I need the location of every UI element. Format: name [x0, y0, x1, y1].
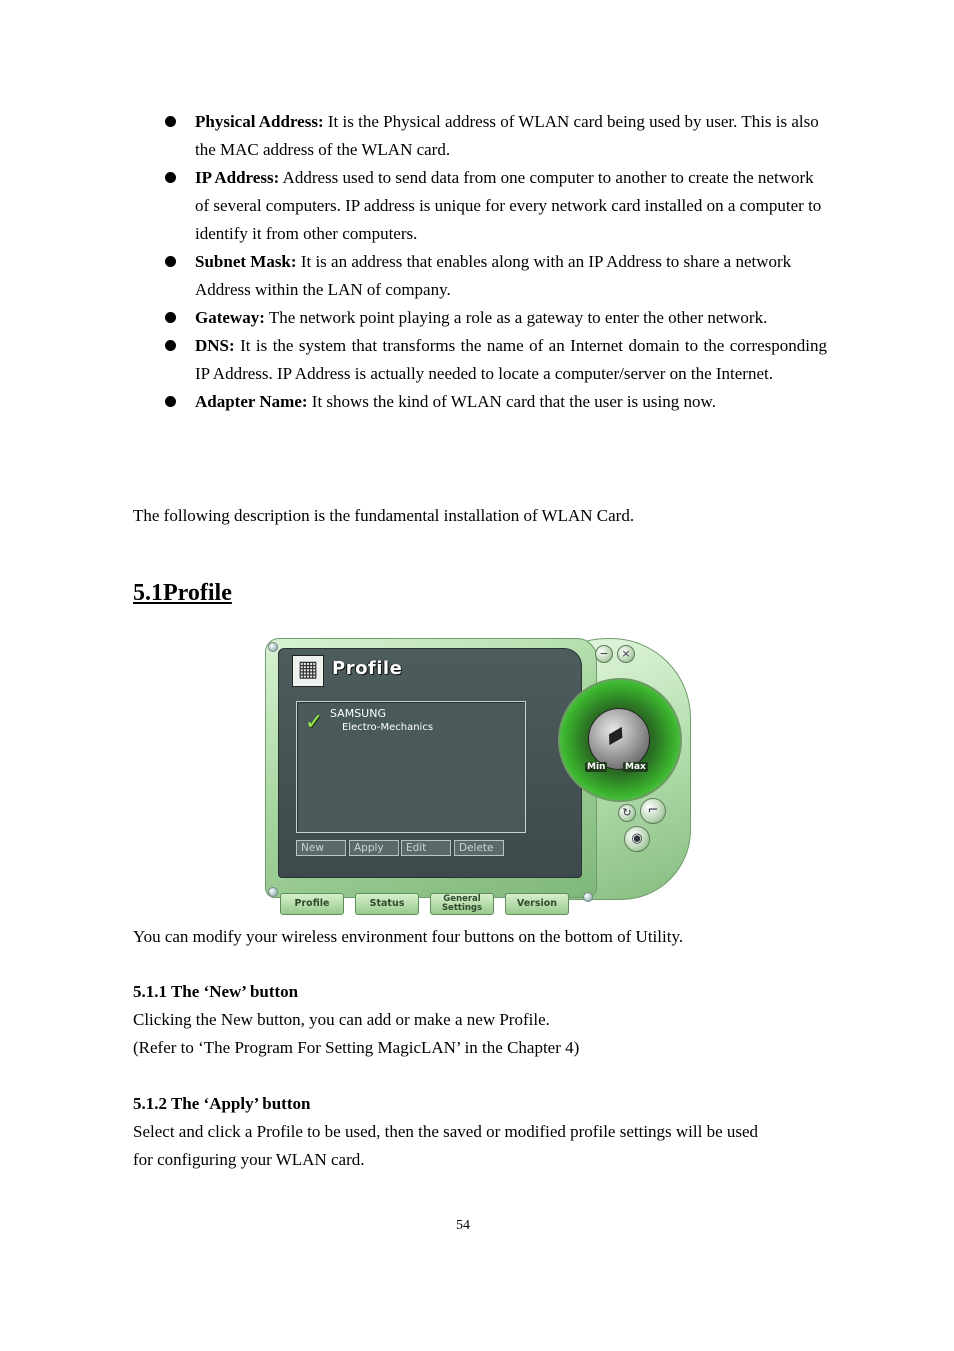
term: DNS:	[195, 336, 235, 355]
refresh-icon[interactable]: ↻	[618, 804, 636, 822]
document-grid-icon: ▦	[292, 655, 324, 687]
caption-paragraph: You can modify your wireless environment four buttons on the bottom of Utility.	[133, 927, 684, 946]
bullet-dot	[165, 172, 176, 183]
definition: The network point playing a role as a gateway to enter the other network.	[264, 308, 768, 327]
tab-label-line2: Settings	[441, 903, 483, 913]
bullet-adapter-name	[165, 388, 827, 416]
tab-profile[interactable]: Profile	[280, 893, 344, 915]
bullet-dot	[165, 396, 176, 407]
screw-icon	[583, 892, 593, 902]
profile-list[interactable]	[296, 701, 526, 833]
dial-max-label: Max	[625, 762, 646, 772]
dial-min-label: Min	[587, 762, 606, 772]
checkmark-icon: ✓	[305, 710, 324, 735]
bullet-dns	[165, 332, 827, 388]
minimize-icon[interactable]: −	[595, 645, 613, 663]
bullet-dot	[165, 116, 176, 127]
bullet-gateway	[165, 304, 827, 332]
bullet-dot	[165, 340, 176, 351]
definition: Address used to send data from one computer to another to create the network of several computers. IP address is unique for every network card installed on a computer to identify it from other computers.	[195, 168, 822, 243]
corner-icon[interactable]: ⌐	[640, 798, 666, 824]
eye-icon[interactable]: ◉	[624, 826, 650, 852]
apply-description-line1: Select and click a Profile to be used, then the saved or modified profile settings will be used	[133, 1122, 759, 1141]
list-item-title: SAMSUNG	[330, 707, 386, 720]
intro-paragraph: The following description is the fundamental installation of WLAN Card.	[133, 506, 635, 525]
bullet-dot	[165, 312, 176, 323]
wlan-card-icon: ▰	[598, 717, 632, 753]
apply-button[interactable]: Apply	[349, 840, 399, 856]
tab-label-line1: General	[443, 894, 481, 904]
definition: It is the Physical address of WLAN card being used by user. This is also the MAC address of the WLAN card.	[195, 112, 819, 159]
section-title: 5.1Profile	[133, 580, 232, 606]
delete-button[interactable]: Delete	[454, 840, 504, 856]
bullet-physical-address	[165, 108, 827, 164]
tab-status[interactable]: Status	[355, 893, 419, 915]
page-number: 54	[456, 1218, 470, 1233]
term: Physical Address:	[195, 112, 324, 131]
edit-button[interactable]: Edit	[401, 840, 451, 856]
term: Subnet Mask:	[195, 252, 297, 271]
window-title: Profile	[332, 658, 403, 679]
screw-icon	[268, 642, 278, 652]
apply-description-line2: for configuring your WLAN card.	[133, 1150, 365, 1169]
term: Gateway:	[195, 308, 265, 327]
definition: It is the system that transforms the name of an Internet domain to the corresponding IP Address. IP Address is actually needed to locate a computer/server on the Internet.	[195, 336, 827, 383]
new-reference: (Refer to ‘The Program For Setting MagicLAN’ in the Chapter 4)	[133, 1038, 580, 1057]
close-icon[interactable]: ×	[617, 645, 635, 663]
bullet-dot	[165, 256, 176, 267]
definition-list	[165, 108, 827, 416]
term: IP Address:	[195, 168, 280, 187]
list-item-subtitle: Electro-Mechanics	[342, 722, 434, 733]
subsection-heading-apply: 5.1.2 The ‘Apply’ button	[133, 1094, 311, 1113]
new-description: Clicking the New button, you can add or make a new Profile.	[133, 1010, 550, 1029]
definition: It shows the kind of WLAN card that the user is using now.	[307, 392, 716, 411]
screw-icon	[268, 887, 278, 897]
utility-screenshot	[265, 638, 689, 916]
bullet-subnet-mask	[165, 248, 827, 304]
tab-version[interactable]: Version	[505, 893, 569, 915]
subsection-heading-new: 5.1.1 The ‘New’ button	[133, 982, 299, 1001]
bullet-ip-address	[165, 164, 827, 248]
new-button[interactable]: New	[296, 840, 346, 856]
definition: It is an address that enables along with an IP Address to share a network Address within the LAN of company.	[195, 252, 792, 299]
term: Adapter Name:	[195, 392, 308, 411]
tab-general-settings[interactable]	[430, 893, 494, 915]
